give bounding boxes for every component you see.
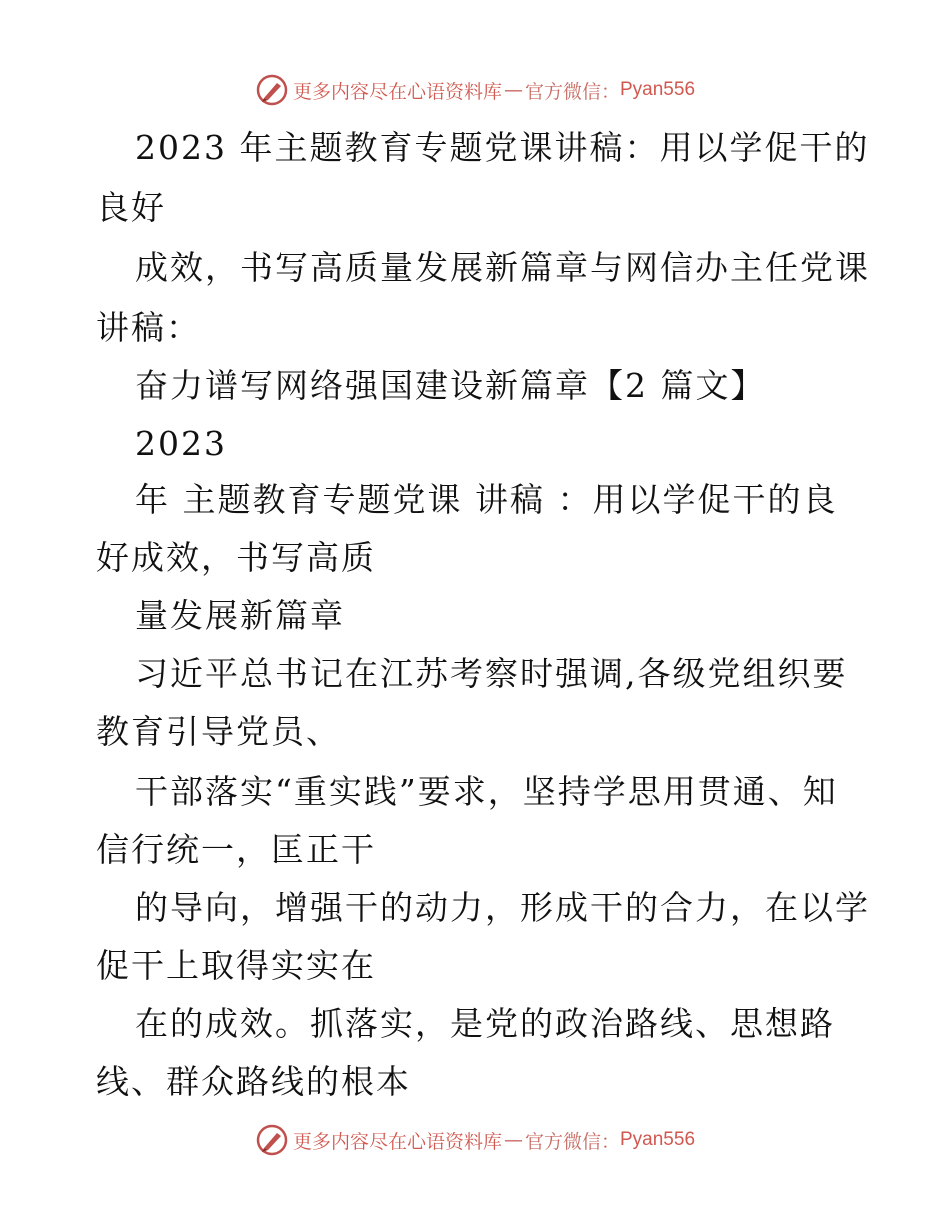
watermark-banner-top <box>0 68 950 112</box>
pen-logo-icon <box>255 73 289 107</box>
text-line: 教育引导党员、 <box>96 712 341 751</box>
text-line: 习近平总书记在江苏考察时强调,各级党组织要 <box>135 654 848 693</box>
text-line: 2023 年主题教育专题党课讲稿：用以学促干的 <box>135 128 870 167</box>
watermark-site-text: 更多内容尽在心语资料库 <box>292 1130 502 1153</box>
text-line: 的导向，增强干的动力，形成干的合力，在以学 <box>135 888 870 927</box>
text-line: 讲稿： <box>96 308 201 347</box>
watermark-wechat-label: 官方微信： <box>524 1130 620 1153</box>
text-line: 量发展新篇章 <box>135 596 345 635</box>
text-line: 促干上取得实实在 <box>96 946 376 985</box>
text-line: 信行统一，匡正干 <box>96 830 376 869</box>
watermark-account: Pyan556 <box>620 1129 696 1150</box>
watermark-dash: — <box>503 79 523 101</box>
pen-logo-icon <box>255 1123 289 1157</box>
watermark-banner-bottom <box>0 1118 950 1162</box>
watermark-account: Pyan556 <box>620 79 696 100</box>
text-line: 干部落实“重实践”要求，坚持学思用贯通、知 <box>135 772 838 811</box>
watermark-site-text: 更多内容尽在心语资料库 <box>292 80 502 103</box>
text-line: 年 主题教育专题党课 讲稿 ：用以学促干的良 <box>135 480 838 519</box>
text-line: 好成效，书写高质 <box>96 538 376 577</box>
watermark-wechat-label: 官方微信： <box>524 80 620 103</box>
watermark-dash: — <box>503 1129 523 1151</box>
text-line: 成效，书写高质量发展新篇章与网信办主任党课 <box>135 248 870 287</box>
text-line: 在的成效。抓落实，是党的政治路线、思想路 <box>135 1004 835 1043</box>
text-line: 奋力谱写网络强国建设新篇章【2 篇文】 <box>135 366 766 405</box>
text-line: 良好 <box>96 188 166 227</box>
text-line: 线、群众路线的根本 <box>96 1062 411 1101</box>
text-line: 2023 <box>135 424 227 463</box>
